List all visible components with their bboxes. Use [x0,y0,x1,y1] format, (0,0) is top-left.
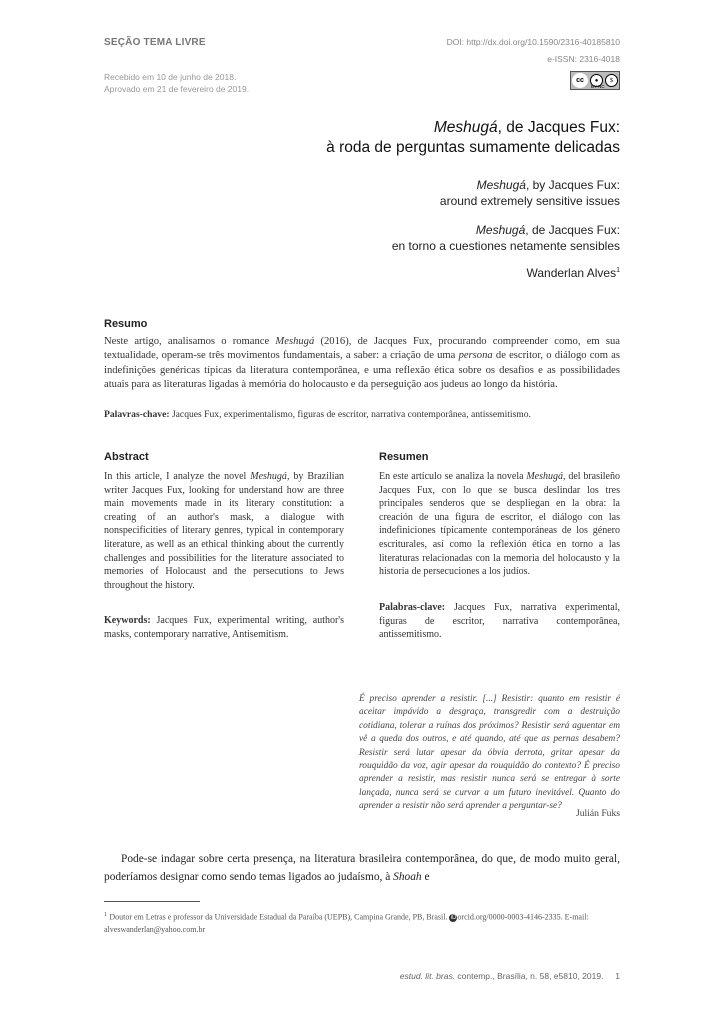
title-pt-line2: à roda de perguntas sumamente delicadas [326,139,620,156]
footer-journal-rest: contemp. [455,971,493,981]
approved-date: Aprovado em 21 de fevereiro de 2019. [104,84,250,94]
abstract-keywords-label: Keywords: [104,615,151,626]
author-name [526,266,620,280]
title-spanish [392,222,620,254]
cc-icon: cc [572,73,588,88]
title-es-rest: , de Jacques Fux: [525,223,620,237]
title-portuguese [326,118,620,158]
resumen-keywords-label: Palabras-clave: [379,602,446,613]
author-text: Wanderlan Alves [526,266,617,280]
title-en-line2: around extremely sensitive issues [439,194,620,208]
orcid-icon[interactable]: iD [450,914,457,921]
resumo-text [104,335,620,393]
footer-details: , Brasília, n. 58, e5810, 2019. [492,971,604,981]
abstract-part-1: In this article, I analyze the novel [104,471,251,482]
body-italic-1: Shoah [393,870,422,883]
no-commercial-icon: $ [605,74,618,87]
abstract-keywords-text: Jacques Fux, experimental writing, author's masks, contemporary narrative, Antisemitism. [104,615,344,640]
footnote-part-2[interactable]: orcid.org/0000-0003-4146-2335. E-mail: alveswanderlan@yahoo.com.br [104,912,589,934]
body-part-2: e [421,870,430,883]
page-number: 1 [615,971,620,981]
resumen-italic-1: Meshugá [526,471,564,482]
cc-license-badge[interactable] [570,71,620,90]
resumo-part-2: (2016), de Jacques Fux, procurando compreender como, em sua textualidade, operam-se três movimentos fundamentais, a saber: a criação de uma [104,336,620,362]
body-paragraph [104,851,620,886]
license-label: BY NC [591,84,605,89]
doi-link[interactable]: DOI: http://dx.doi.org/10.1590/2316-40185810 [446,37,620,47]
abstract-keywords [104,614,344,641]
author-footnote-mark[interactable]: 1 [616,267,620,274]
title-english [440,177,620,209]
section-label: SEÇÃO TEMA LIVRE [104,37,206,48]
received-date: Recebido em 10 de junho de 2018. [104,72,237,82]
epigraph-author: Julián Fuks [576,808,620,819]
title-en-italic: Meshugá [476,178,526,192]
footnote-mark: 1 [104,911,108,918]
page-footer [400,971,620,981]
resumen-keywords-text: Jacques Fux, narrativa experimental, figuras de escritor, narrativa contemporânea, antissemitismo. [379,602,620,641]
person-icon: ● [590,74,603,87]
resumo-italic-1: Meshugá [275,336,315,347]
resumo-keywords [104,408,620,421]
abstract-heading: Abstract [104,451,149,463]
resumo-part-3: de escritor, o diálogo com as indefinições genéricas típicas da literatura contemporânea, e uma reflexão ética sobre os desafios e as possibilidades atuais para as literaturas ligadas à memória do holocausto e da perseguição aos judeus ao longo da história. [104,350,620,391]
epigraph-quote: É preciso aprender a resistir. [...] Resistir: quanto em resistir é aceitar impávido a desgraça, transgredir com a destruição cotidiana, tolerar a ruínas dos próximos? Resistir será aguentar em vê a queda dos outros, e até quando, até que as pernas desabem? Resistir será lutar apesar da óbvia derrota, gritar apesar da rouquidão da voz, agir apesar da rouquidão do contexto? É preciso aprender a resistir, mas resistir nunca será se entregar à sorte lançada, nunca será se curvar a um futuro inevitável. Quanto do aprender a resistir não será aprender a perguntar-se? [359,694,620,812]
title-en-rest: , by Jacques Fux: [525,178,620,192]
abstract-part-2: , by Brazilian writer Jacques Fux, looking for understand how are three main movements made in its literary constitution: a creating of an author's mask, a dialogue with nonspecificities of literary genres, typical in contemporary literature, as well as an ethical thinking about the currently challenges and possibilities for the literature associated to memories of Holocaust and the persecutions to Jews throughout the history. [104,471,345,591]
title-es-italic: Meshugá [475,223,526,237]
dates-block [104,71,249,95]
title-pt-rest: , de Jacques Fux: [497,119,620,136]
resumo-keywords-label: Palavras-chave: [104,409,170,420]
resumo-heading: Resumo [104,318,148,330]
footnote [104,909,620,936]
resumo-italic-2: persona [458,350,493,362]
resumen-part-1: En este artículo se analiza la novela [379,471,527,482]
resumo-keywords-text: Jacques Fux, experimentalismo, figuras de escritor, narrativa contemporânea, antissemitismo. [169,409,531,420]
resumen-heading: Resumen [379,451,429,463]
resumen-text [379,470,620,579]
resumen-part-2: , del brasileño Jacques Fux, con lo que se busca deslindar los tres principales senderos que se despliegan en la obra: la creación de una figura de escritor, el diálogo con las indefiniciones típicamente contemporáneas de los género escriturales, así como la reflexión ética en torno a las literaturas relacionadas con la memoria del holocausto y la historia de persecuciones a los judíos. [379,471,620,578]
footer-journal-italic: estud. lit. bras. [399,971,456,981]
eissn: e-ISSN: 2316-4018 [547,54,620,64]
resumo-part-1: Neste artigo, analisamos o romance [104,336,276,347]
title-pt-italic: Meshugá [433,119,498,136]
body-part-1: Pode-se indagar sobre certa presença, na literatura brasileira contemporânea, do que, de modo muito geral, poderíamos designar como sendo temas ligados ao judaísmo, à [104,853,620,883]
abstract-italic-1: Meshugá [250,471,287,482]
title-es-line2: en torno a cuestiones netamente sensibles [391,239,620,253]
footnote-part-1: Doutor em Letras e professor da Universidade Estadual da Paraíba (UEPB), Campina Grande, PB, Brasil. [107,912,450,922]
abstract-text [104,470,344,592]
footnote-divider [104,901,200,902]
resumen-keywords [379,601,620,642]
